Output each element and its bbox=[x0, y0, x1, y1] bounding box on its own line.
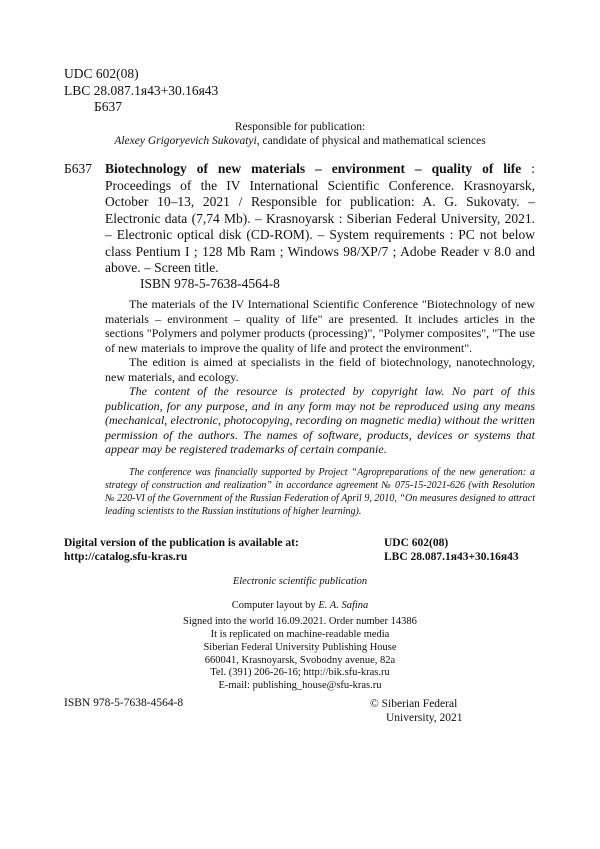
copyright-line-1: © Siberian Federal bbox=[370, 698, 458, 710]
udc-code: UDC 602(08) bbox=[64, 66, 139, 81]
layout-name: E. A. Safina bbox=[318, 600, 369, 611]
layout-label: Computer layout by bbox=[231, 600, 319, 611]
publication-details: : Proceedings of the IV International Scientific Conference. Krasnoyarsk, October 10–13, 2021 / Responsible for publication: A. G. Sukovaty. – Electronic data (7,74 Mb). – Krasnoyarsk : Siberian Federal University, 2021. – Electronic optical disk (CD-ROM). – System requirements : PC not below class Pentium I ; 128 Mb Ram ; Windows 98/XP/7 ; Adobe Reader v 8.0 and above. – Screen title. bbox=[105, 161, 535, 275]
bib-author-mark: Б637 bbox=[64, 161, 93, 176]
copyright bbox=[370, 697, 463, 725]
copyright-notice: The content of the resource is protected by copyright law. No part of this publication, for any purpose, and in any form may not be reproduced using any means (mechanical, electronic, photocopying, recording on magnetic media) without the written permission of the authors. The names of software, products, devices or systems that appear may be registered trademarks of certain companie. bbox=[105, 384, 535, 456]
funding-note bbox=[105, 466, 535, 518]
responsible-person bbox=[0, 134, 600, 148]
lbc-code: LBC 28.087.1я43+30.16я43 bbox=[64, 82, 219, 98]
classification-codes bbox=[64, 66, 218, 116]
publisher-name: Siberian Federal University Publishing House bbox=[203, 642, 397, 653]
publisher-address: 660041, Krasnoyarsk, Svobodny avenue, 82a bbox=[204, 654, 396, 666]
responsible-heading: Responsible for publication: bbox=[234, 121, 366, 133]
abstract-paragraph: The materials of the IV International Scientific Conference "Biotechnology of new materials – environment – quality of life" are presented. It includes articles in the sections "Polymers and polymer products (processing)", "Polymer composites", "The use of new materials to improve the quality of life and protect the environment". bbox=[105, 297, 535, 355]
copyright-line-2: University, 2021 bbox=[386, 712, 463, 724]
publisher-info bbox=[0, 642, 600, 692]
replicated-line: It is replicated on machine-readable media bbox=[210, 628, 390, 640]
isbn: ISBN 978-5-7638-4564-8 bbox=[140, 276, 280, 291]
publication-title: Biotechnology of new materials – environment – quality of life bbox=[105, 161, 522, 176]
responsible-name: Alexey Grigoryevich Sukovatyi bbox=[114, 135, 257, 147]
abstract bbox=[105, 297, 535, 457]
digital-version bbox=[64, 536, 299, 564]
publisher-tel: Tel. (391) 206-26-16; http://bik.sfu-kras.ru bbox=[210, 667, 390, 678]
signed-line: Signed into the world 16.09.2021. Order number 14386 bbox=[183, 616, 417, 627]
publisher-email: E-mail: publishing_house@sfu-kras.ru bbox=[218, 679, 382, 691]
bibliographic-description bbox=[105, 161, 535, 277]
responsible-block bbox=[0, 120, 600, 148]
lbc-code-repeat: LBC 28.087.1я43+30.16я43 bbox=[384, 551, 519, 563]
classification-codes-repeat bbox=[384, 536, 519, 564]
responsible-title: , candidate of physical and mathematical sciences bbox=[256, 135, 486, 147]
layout-credit bbox=[0, 600, 600, 613]
publication-type: Electronic scientific publication bbox=[232, 576, 368, 587]
funding-text: The conference was financially supported by Project “Agropreparations of the new generation: a strategy of construction and realization” in accordance agreement № 075-15-2021-626 (with Resolution № 220-VI of the Government of the Russian Federation of April 9, 2010, “On measures designed to attract leading scientists to the Russian institutions of higher learning). bbox=[105, 467, 535, 517]
catalog-link[interactable]: http://catalog.sfu-kras.ru bbox=[64, 551, 188, 563]
udc-code-repeat: UDC 602(08) bbox=[384, 537, 449, 549]
author-mark: Б637 bbox=[94, 99, 123, 114]
audience-paragraph: The edition is aimed at specialists in the field of biotechnology, nanotechnology, new materials, and ecology. bbox=[105, 355, 535, 384]
signing-info bbox=[0, 616, 600, 641]
footer-isbn: ISBN 978-5-7638-4564-8 bbox=[64, 697, 184, 709]
digital-label: Digital version of the publication is available at: bbox=[64, 537, 299, 549]
